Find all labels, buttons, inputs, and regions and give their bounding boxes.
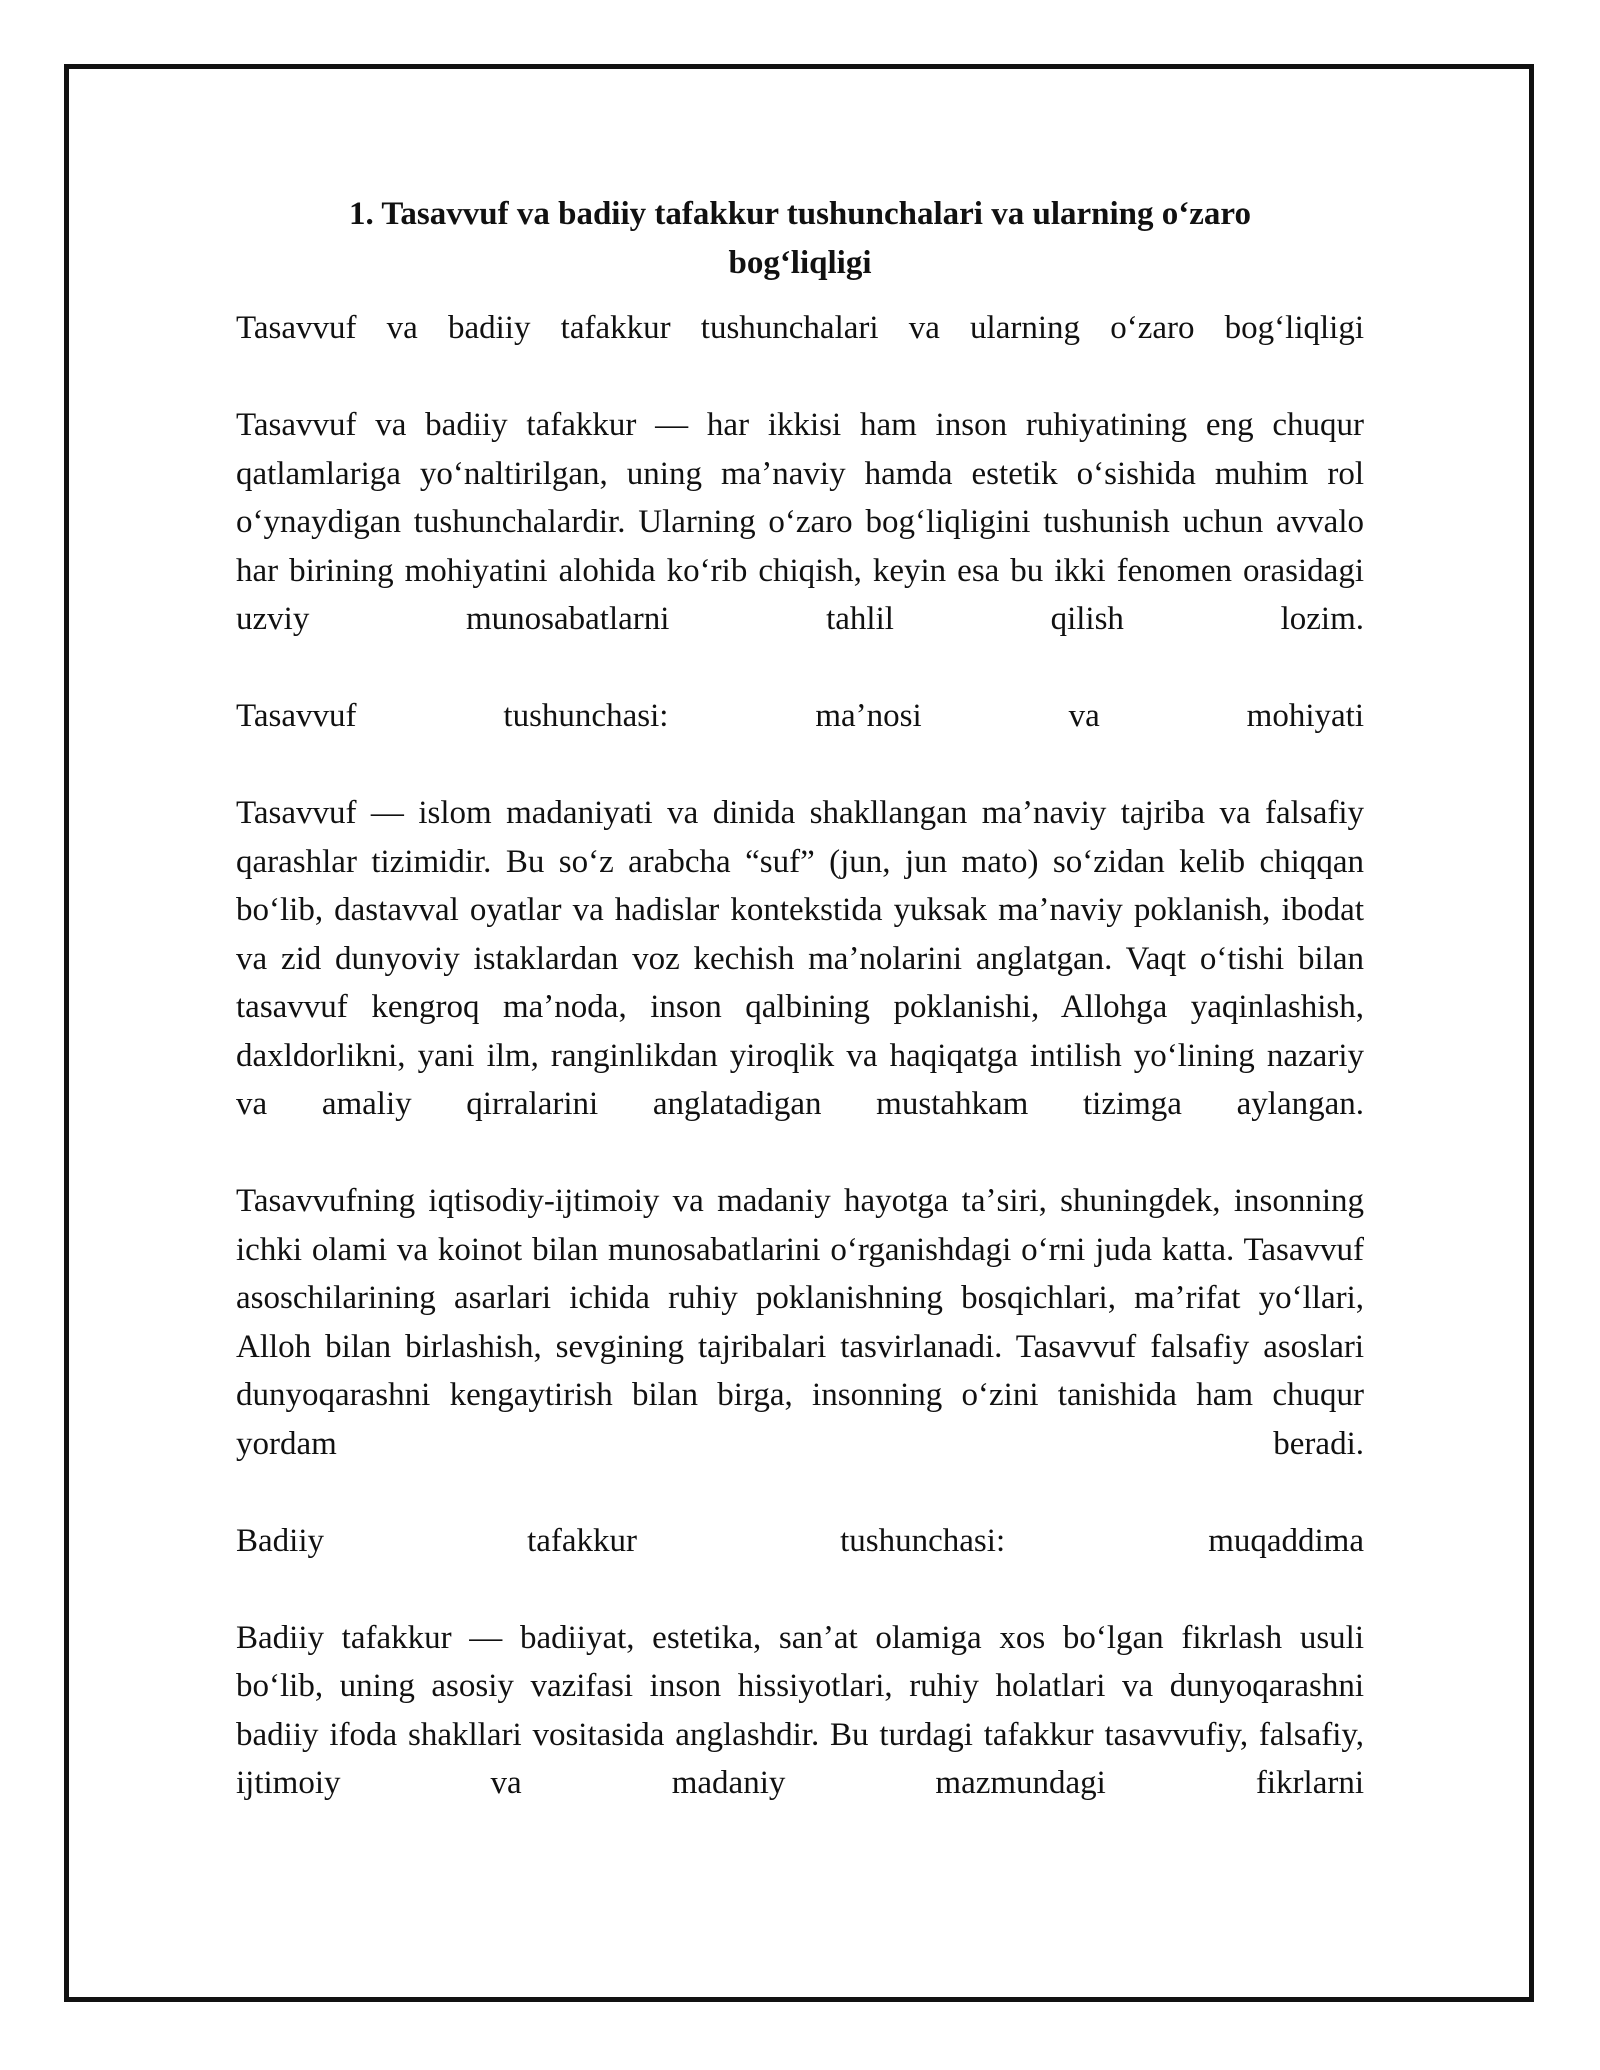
paragraph-gap	[236, 1565, 1364, 1614]
paragraph-gap	[236, 1129, 1364, 1178]
paragraph-badiiy-definition: Badiiy tafakkur — badiiyat, estetika, sanʼat olamiga xos boʻlgan fikrlash usuli boʻlib, uning asosiy vazifasi inson hissiyotlari, ruhiy holatlari va dunyoqarashni badiiy ifoda shakllari vositasida anglashdir. Bu turdagi tafakkur tasavvufiy, falsafiy, ijtimoiy va madaniy mazmundagi fikrlarni	[236, 1619, 1364, 1801]
section-heading-tasavvuf: Tasavvuf tushunchasi: maʼnosi va mohiyati	[236, 698, 1364, 734]
document-body	[236, 190, 1364, 1808]
paragraph-tasavvuf-definition: Tasavvuf — islom madaniyati va dinida shakllangan maʼnaviy tajriba va falsafiy qarashlar tizimidir. Bu soʻz arabcha “suf” (jun, jun mato) soʻzidan kelib chiqqan boʻlib, dastavval oyatlar va hadislar kontekstida yuksak maʼnaviy poklanish, ibodat va zid dunyoviy istaklardan voz kechish maʼnolarini anglatgan. Vaqt oʻtishi bilan tasavvuf kengroq maʼnoda, inson qalbining poklanishi, Allohga yaqinlashish, daxldorlikni, yani ilm, ranginlikdan yiroqlik va haqiqatga intilish yoʻlining nazariy va amaliy qirralarini anglatadigan mustahkam tizimga aylangan.	[236, 795, 1364, 1122]
section-heading-badiiy: Badiiy tafakkur tushunchasi: muqaddima	[236, 1522, 1364, 1559]
paragraph-repeated-title: Tasavvuf va badiiy tafakkur tushunchalari va ularning oʻzaro bogʻliqligi	[236, 310, 1364, 346]
paragraph-gap	[236, 644, 1364, 693]
paragraph-gap	[236, 1468, 1364, 1517]
paragraph-gap	[236, 741, 1364, 790]
document-heading: 1. Tasavvuf va badiiy tafakkur tushunchalari va ularning oʻzaro bogʻliqligi	[349, 196, 1251, 281]
paragraph-intro: Tasavvuf va badiiy tafakkur — har ikkisi ham inson ruhiyatining eng chuqur qatlamlariga yoʻnaltirilgan, uning maʼnaviy hamda estetik oʻsishida muhim rol oʻynaydigan tushunchalardir. Ularning oʻzaro bogʻliqligini tushunish uchun avvalo har birining mohiyatini alohida koʻrib chiqish, keyin esa bu ikki fenomen orasidagi uzviy munosabatlarni tahlil qilish lozim.	[236, 407, 1364, 637]
paragraph-gap	[236, 353, 1364, 402]
paragraph-tasavvuf-influence: Tasavvufning iqtisodiy-ijtimoiy va madaniy hayotga taʼsiri, shuningdek, insonning ichki olami va koinot bilan munosabatlarini oʻrganishdagi oʻrni juda katta. Tasavvuf asoschilarining asarlari ichida ruhiy poklanishning bosqichlari, maʼrifat yoʻllari, Alloh bilan birlashish, sevgining tajribalari tasvirlanadi. Tasavvuf falsafiy asoslari dunyoqarashni kengaytirish bilan birga, insonning oʻzini tanishida ham chuqur yordam beradi.	[236, 1183, 1364, 1462]
